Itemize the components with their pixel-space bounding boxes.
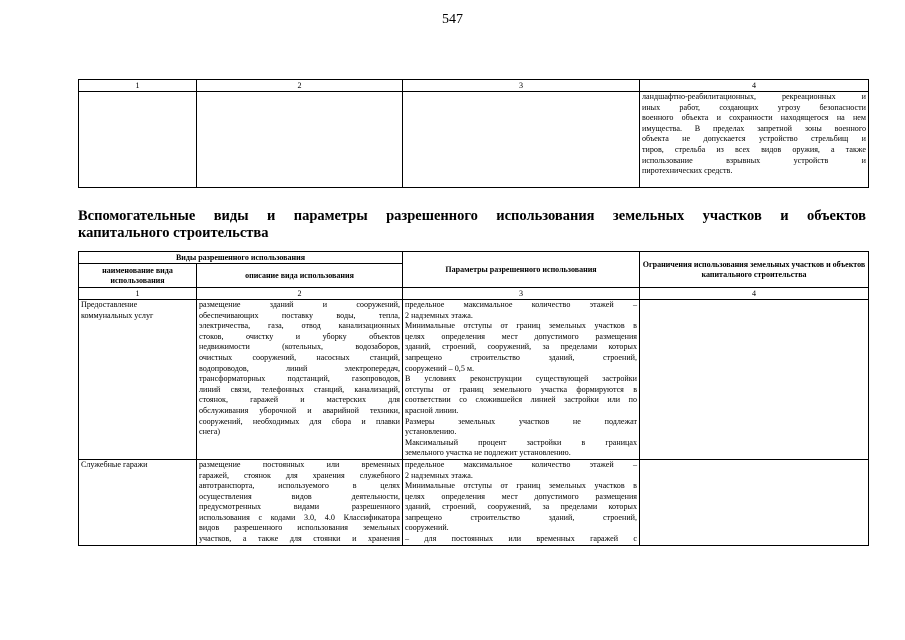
text-line: земельного участка не подлежит установлению. xyxy=(405,448,571,458)
text-line: 2 надземных этажа. xyxy=(405,310,473,320)
restrictions-cell xyxy=(640,92,869,188)
text-line: отступы от границ земельного участка формируются в xyxy=(405,384,638,394)
column-number: 3 xyxy=(403,80,640,92)
text-line: предусмотренных видами разрешенного xyxy=(199,502,401,512)
section-title-line: Вспомогательные виды и параметры разрешенного использования земельных участков и объектов xyxy=(78,208,866,224)
text-line: обслуживания уборочной и аварийной техники, xyxy=(199,405,401,415)
text-line: использование взрывных устройств и xyxy=(642,155,866,165)
text-line: электричества, газа, отвод канализационных xyxy=(199,321,401,331)
header-params: Параметры разрешенного использования xyxy=(403,252,640,288)
section-title xyxy=(78,208,866,242)
text-line: В условиях реконструкции существующей застройки xyxy=(405,374,638,384)
text-line: тиров, стрельба из всех видов оружия, а также xyxy=(642,144,866,154)
section-title-line: капитального строительства xyxy=(78,225,269,241)
text-line: Предоставление xyxy=(81,300,138,309)
text-line: осуществления видов деятельности, xyxy=(199,491,401,501)
text-line: размещение зданий и сооружений, xyxy=(199,300,401,309)
column-number-row xyxy=(79,288,869,300)
text-line: обеспечивающих поставку воды, тепла, xyxy=(199,310,401,320)
text-line: зданий, строений, сооружений, за пределами которых xyxy=(405,502,638,512)
text-line: Минимальные отступы от границ земельных участков в xyxy=(405,321,638,331)
text-line: Минимальные отступы от границ земельных участков в xyxy=(405,481,638,491)
text-line: сооружений – 0,5 м. xyxy=(405,363,475,373)
text-line: 2 надземных этажа. xyxy=(405,470,473,480)
header-row xyxy=(79,252,869,264)
text-line: пиротехнических средств. xyxy=(642,166,733,176)
use-description-cell xyxy=(197,300,403,460)
text-line: запрещено строительство зданий, строений, xyxy=(405,352,638,362)
text-line: военного объекта и сохранности находящегося на нем xyxy=(642,113,866,123)
text-line: стоков, очистку и уборку объектов xyxy=(199,331,401,341)
text-line: целях определения мест допустимого размещения xyxy=(405,491,638,501)
header-description: описание вида использования xyxy=(197,264,403,288)
header-group: Виды разрешенного использования xyxy=(79,252,403,264)
parameters-cell xyxy=(403,300,640,460)
empty-cell xyxy=(403,92,640,188)
text-line: ландшафтно-реабилитационных, рекреационных и xyxy=(642,92,866,101)
text-line: гаражей, стоянок для хранения служебного xyxy=(199,470,401,480)
restrictions-cell xyxy=(640,300,869,460)
use-description-cell xyxy=(197,459,403,545)
text-line: линий связи, телефонных станций, канализаций, xyxy=(199,384,401,394)
text-line: имущества. В пределах запретной зоны военного xyxy=(642,123,866,133)
use-name-cell xyxy=(79,459,197,545)
text-line: Максимальный процент застройки в границах xyxy=(405,437,638,447)
header-restrictions: Ограничения использования земельных участков и объектов капитального строительства xyxy=(640,252,869,288)
text-line: снега) xyxy=(199,427,221,437)
text-line: недвижимости (котельных, водозаборов, xyxy=(199,342,401,352)
top-table xyxy=(78,79,869,188)
text-line: красной линии. xyxy=(405,405,459,415)
text-line: предельное максимальное количество этажей – xyxy=(405,459,638,469)
text-line: сооружений. xyxy=(405,523,449,533)
column-number: 1 xyxy=(79,288,197,300)
text-line: зданий, строений, сооружений, за пределами которых xyxy=(405,342,638,352)
text-line: стоянок, гаражей и мастерских для xyxy=(199,395,401,405)
column-number: 1 xyxy=(79,80,197,92)
use-name-cell xyxy=(79,300,197,460)
text-line: предельное максимальное количество этажей – xyxy=(405,300,638,309)
text-line: участков, а также для стоянки и хранения xyxy=(199,534,401,544)
text-line: Служебные гаражи xyxy=(81,459,148,469)
text-line: объекта не допускается устройство стрельбищ и xyxy=(642,134,866,144)
text-line: коммунальных услуг xyxy=(81,310,154,320)
table-row xyxy=(79,300,869,460)
table-row xyxy=(79,92,869,188)
table-row xyxy=(79,459,869,545)
text-line: видов разрешенного использования земельных xyxy=(199,523,401,533)
empty-cell xyxy=(197,92,403,188)
column-number: 4 xyxy=(640,80,869,92)
column-number: 2 xyxy=(197,288,403,300)
page-number: 547 xyxy=(442,12,463,27)
restrictions-cell xyxy=(640,459,869,545)
text-line: запрещено строительство зданий, строений, xyxy=(405,512,638,522)
text-line: иных работ, создающих угрозу безопасности xyxy=(642,102,866,112)
text-line: автотранспорта, используемого в целях xyxy=(199,481,401,491)
header-name: наименование вида использования xyxy=(79,264,197,288)
main-table xyxy=(78,251,869,546)
text-line: трансформаторных подстанций, газопроводов, xyxy=(199,374,401,384)
text-line: – для постоянных или временных гаражей с xyxy=(405,534,638,544)
column-number: 3 xyxy=(403,288,640,300)
column-number-row xyxy=(79,80,869,92)
text-line: водопроводов, линий электропередач, xyxy=(199,363,401,373)
text-line: установлению. xyxy=(405,427,457,437)
text-line: сооружений, необходимых для сбора и плавки xyxy=(199,416,401,426)
column-number: 4 xyxy=(640,288,869,300)
text-line: использования с кодами 3.0, 4.0 Классификатора xyxy=(199,512,401,522)
text-line: соответствии со сложившейся линией застройки или по xyxy=(405,395,638,405)
parameters-cell xyxy=(403,459,640,545)
empty-cell xyxy=(79,92,197,188)
text-line: целях определения мест допустимого размещения xyxy=(405,331,638,341)
text-line: Размеры земельных участков не подлежат xyxy=(405,416,638,426)
text-line: размещение постоянных или временных xyxy=(199,459,401,469)
column-number: 2 xyxy=(197,80,403,92)
text-line: очистных сооружений, насосных станций, xyxy=(199,352,401,362)
